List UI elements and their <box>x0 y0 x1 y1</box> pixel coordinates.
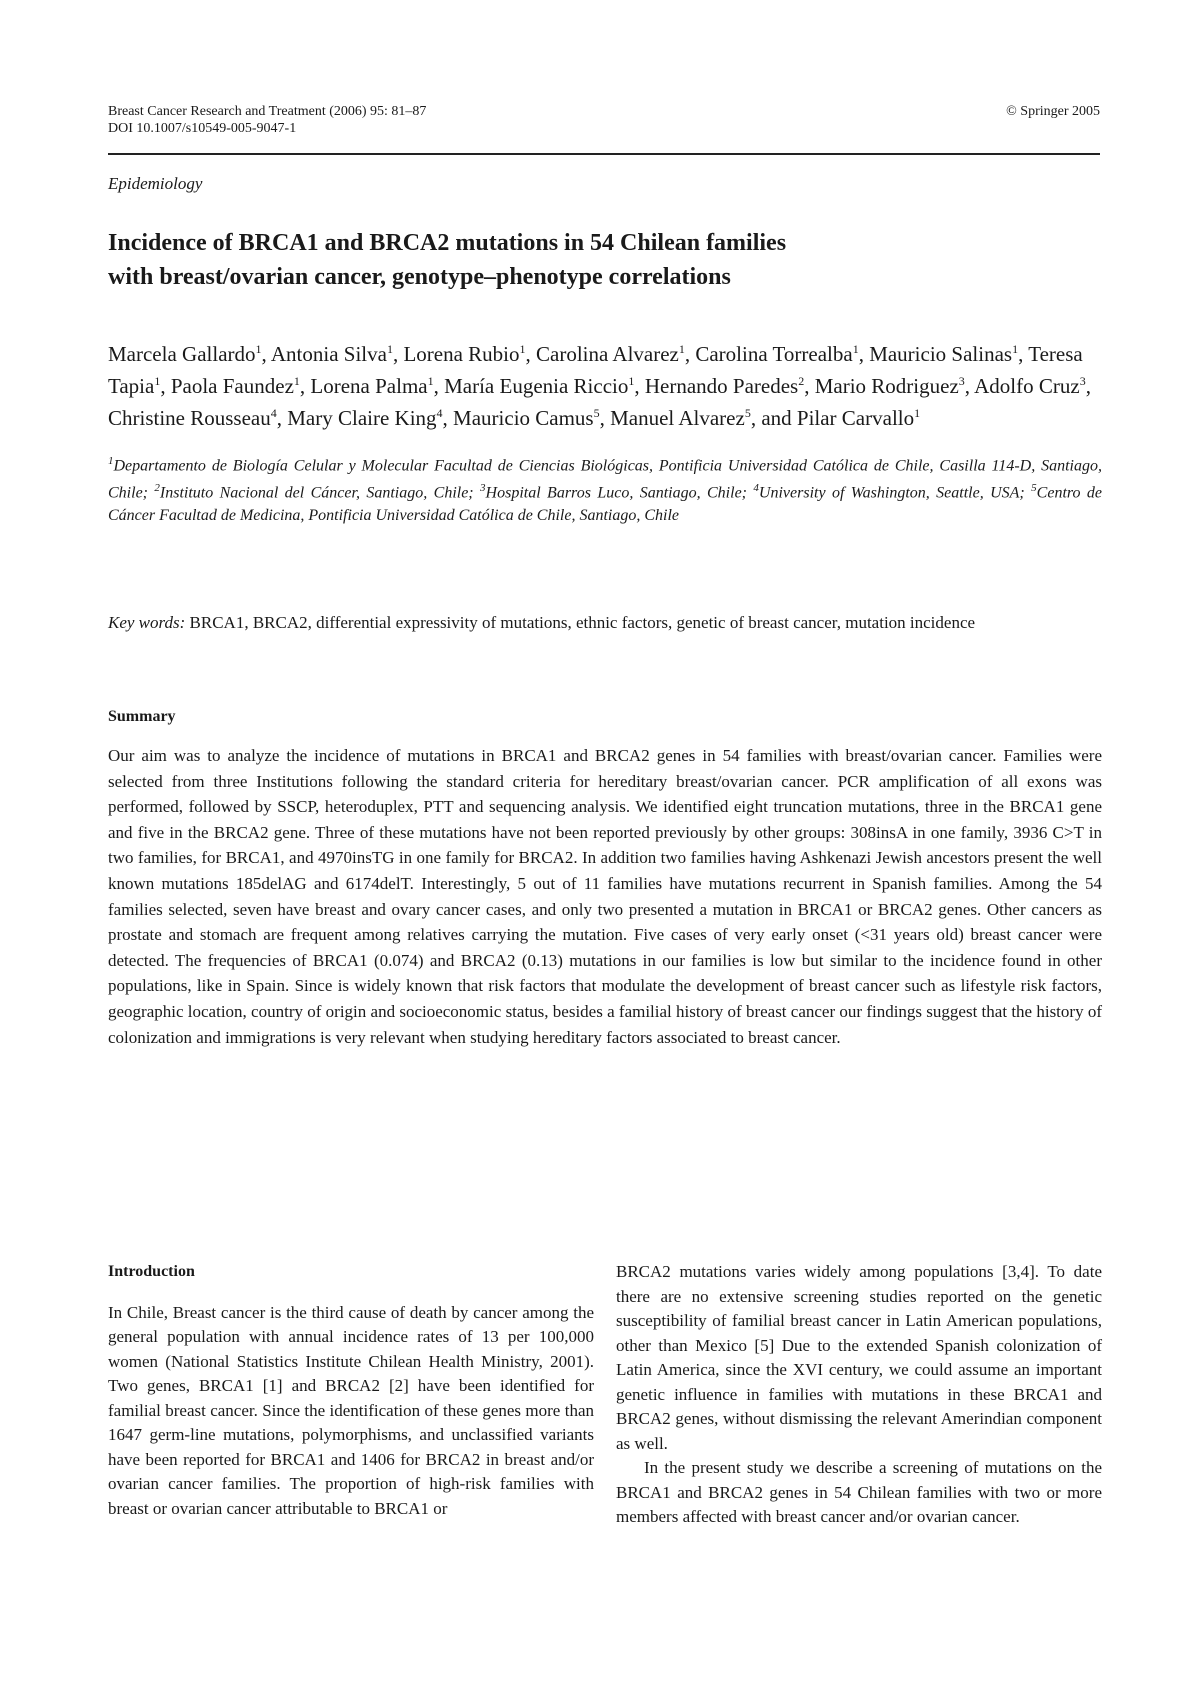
author-separator: , <box>804 374 815 398</box>
copyright: © Springer 2005 <box>1006 104 1100 119</box>
author-separator: , <box>525 342 536 366</box>
author-separator: , <box>684 342 696 366</box>
intro-paragraph-2: BRCA2 mutations varies widely among populations [3,4]. To date there are no extensive screening studies reported on the genetic susceptibility of familial breast cancer in Latin American populations, other than Mexico [5] Due to the extended Spanish colonization of Latin America, since the XVI century, we could assume an important genetic influence in families with mutations in these BRCA1 and BRCA2 genes, without dismissing the relevant Amerindian component as well. <box>616 1262 1102 1453</box>
author-separator: , <box>276 406 288 430</box>
author-separator: , <box>1085 374 1091 398</box>
author-name: Mario Rodriguez <box>814 374 959 398</box>
running-header <box>108 103 1100 137</box>
author-affiliation-mark: 3 <box>958 374 965 388</box>
paper-title <box>108 226 1108 294</box>
author-name: Antonia Silva <box>270 342 387 366</box>
author-name: Adolfo Cruz <box>974 374 1080 398</box>
author-affiliation-mark: 1 <box>1012 342 1019 356</box>
author-name: Christine Rousseau <box>108 406 271 430</box>
affiliation-text: University of Washington, Seattle, USA; <box>758 484 1032 502</box>
affiliation-mark: 4 <box>753 482 759 495</box>
author-separator: , <box>261 342 271 366</box>
author-separator: , <box>442 406 454 430</box>
affiliations <box>108 450 1102 527</box>
summary-heading: Summary <box>108 708 176 725</box>
author-affiliation-mark: 2 <box>798 374 805 388</box>
author-name: Mary Claire King <box>287 406 437 430</box>
author-name: Marcela Gallardo <box>108 342 256 366</box>
author-name: Lorena Rubio <box>403 342 520 366</box>
author-affiliation-mark: 1 <box>628 374 635 388</box>
author-name: Mauricio Salinas <box>869 342 1013 366</box>
author-separator: , <box>299 374 311 398</box>
author-name: Paola Faundez <box>170 374 294 398</box>
author-separator: , <box>634 374 645 398</box>
author-separator: , <box>858 342 870 366</box>
author-name: Pilar Carvallo <box>796 406 915 430</box>
author-affiliation-mark: 5 <box>593 406 600 420</box>
author-name: Lorena Palma <box>310 374 428 398</box>
author-affiliation-mark: 4 <box>270 406 277 420</box>
header-rule <box>108 153 1100 155</box>
affiliation-mark: 5 <box>1031 482 1037 495</box>
author-affiliation-mark: 1 <box>255 342 262 356</box>
affiliation-text: Departamento de Biología Celular y Molecular Facultad de Ciencias Biológicas, Pontificia Universidad Católica de Chile, Casilla 114-D, Santiago, Chile; <box>108 457 1102 502</box>
author-list <box>108 336 1102 432</box>
keywords-text: BRCA1, BRCA2, differential expressivity of mutations, ethnic factors, genetic of breast cancer, mutation incidence <box>185 613 976 632</box>
doi: DOI 10.1007/s10549-005-9047-1 <box>108 121 297 136</box>
author-name: Carolina Alvarez <box>536 342 679 366</box>
author-affiliation-mark: 1 <box>678 342 685 356</box>
author-affiliation-mark: 5 <box>744 406 751 420</box>
author-separator: , <box>1018 342 1029 366</box>
keywords-label: Key words: <box>108 613 186 632</box>
author-separator: , <box>433 374 445 398</box>
title-line-1: Incidence of BRCA1 and BRCA2 mutations in 54 Chilean families <box>108 230 787 256</box>
journal-citation: Breast Cancer Research and Treatment (2006) 95: 81–87 <box>108 104 427 119</box>
affiliation-mark: 3 <box>480 482 486 495</box>
intro-left-column <box>108 1260 594 1521</box>
author-name: Manuel Alvarez <box>610 406 745 430</box>
author-affiliation-mark: 1 <box>519 342 526 356</box>
author-affiliation-mark: 1 <box>293 374 300 388</box>
author-affiliation-mark: 4 <box>436 406 443 420</box>
author-separator: , <box>599 406 611 430</box>
author-affiliation-mark: 1 <box>852 342 859 356</box>
author-name: Hernando Paredes <box>644 374 799 398</box>
author-separator: , <box>392 342 404 366</box>
introduction-heading: Introduction <box>108 1263 195 1280</box>
author-affiliation-mark: 3 <box>1079 374 1086 388</box>
section-label: Epidemiology <box>108 174 203 193</box>
intro-paragraph-3: In the present study we describe a screening of mutations on the BRCA1 and BRCA2 genes in 54 Chilean families with two or more members affected with breast cancer and/or ovarian cancer. <box>616 1458 1102 1526</box>
affiliation-text: Instituto Nacional del Cáncer, Santiago, Chile; <box>159 484 481 502</box>
author-name: Carolina Torrealba <box>695 342 853 366</box>
author-affiliation-mark: 1 <box>914 406 921 420</box>
author-affiliation-mark: 1 <box>427 374 434 388</box>
author-separator: , <box>160 374 171 398</box>
author-affiliation-mark: 1 <box>386 342 393 356</box>
author-affiliation-mark: 1 <box>154 374 161 388</box>
author-name: María Eugenia Riccio <box>444 374 629 398</box>
author-name: Teresa Tapia <box>108 342 1083 398</box>
summary-text: Our aim was to analyze the incidence of mutations in BRCA1 and BRCA2 genes in 54 families with breast/ovarian cancer. Families were selected from three Institutions following the standard criteria for hereditary breast/ovarian cancer. PCR amplification of all exons was performed, followed by SSCP, heteroduplex, PTT and sequencing analysis. We identified eight truncation mutations, three in the BRCA1 gene and five in the BRCA2 gene. Three of these mutations have not been reported previously by other groups: 308insA in one family, 3936 C>T in two families, for BRCA1, and 4970insTG in one family for BRCA2. In addition two families having Ashkenazi Jewish ancestors present the well known mutations 185delAG and 6174delT. Interestingly, 5 out of 11 families have mutations recurrent in Spanish families. Among the 54 families selected, seven have breast and ovary cancer cases, and only two presented a mutation in BRCA1 or BRCA2 genes. Other cancers as prostate and stomach are frequent among relatives carrying the mutation. Five cases of very early onset (<31 years old) breast cancer were detected. The frequencies of BRCA1 (0.074) and BRCA2 (0.13) mutations in our families is low but similar to the incidence found in other populations, like in Spain. Since is widely known that risk factors that modulate the development of breast cancer such as lifestyle risk factors, geographic location, country of origin and socioeconomic status, besides a familial history of breast cancer our findings suggest that the history of colonization and immigrations is very relevant when studying hereditary factors associated to breast cancer. <box>108 746 1102 1047</box>
keywords <box>108 612 1102 634</box>
title-line-2: with breast/ovarian cancer, genotype–phenotype correlations <box>108 264 731 290</box>
author-separator: , and <box>750 406 797 430</box>
affiliation-mark: 2 <box>154 482 160 495</box>
intro-right-column <box>616 1260 1102 1530</box>
affiliation-text: Centro de Cáncer Facultad de Medicina, Pontificia Universidad Católica de Chile, Santiago, Chile <box>108 484 1103 524</box>
author-name: Mauricio Camus <box>453 406 594 430</box>
affiliation-text: Hospital Barros Luco, Santiago, Chile; <box>485 484 754 502</box>
author-separator: , <box>964 374 975 398</box>
affiliation-mark: 1 <box>108 455 114 467</box>
intro-paragraph-1: In Chile, Breast cancer is the third cause of death by cancer among the general population with annual incidence rates of 13 per 100,000 women (National Statistics Institute Chilean Health Ministry, 2001). Two genes, BRCA1 [1] and BRCA2 [2] have been identified for familial breast cancer. Since the identification of these genes more than 1647 germ-line mutations, polymorphisms, and unclassified variants have been reported for BRCA1 and 1406 for BRCA2 in breast and/or ovarian cancer families. The proportion of high-risk families with breast or ovarian cancer attributable to BRCA1 or <box>108 1302 594 1518</box>
